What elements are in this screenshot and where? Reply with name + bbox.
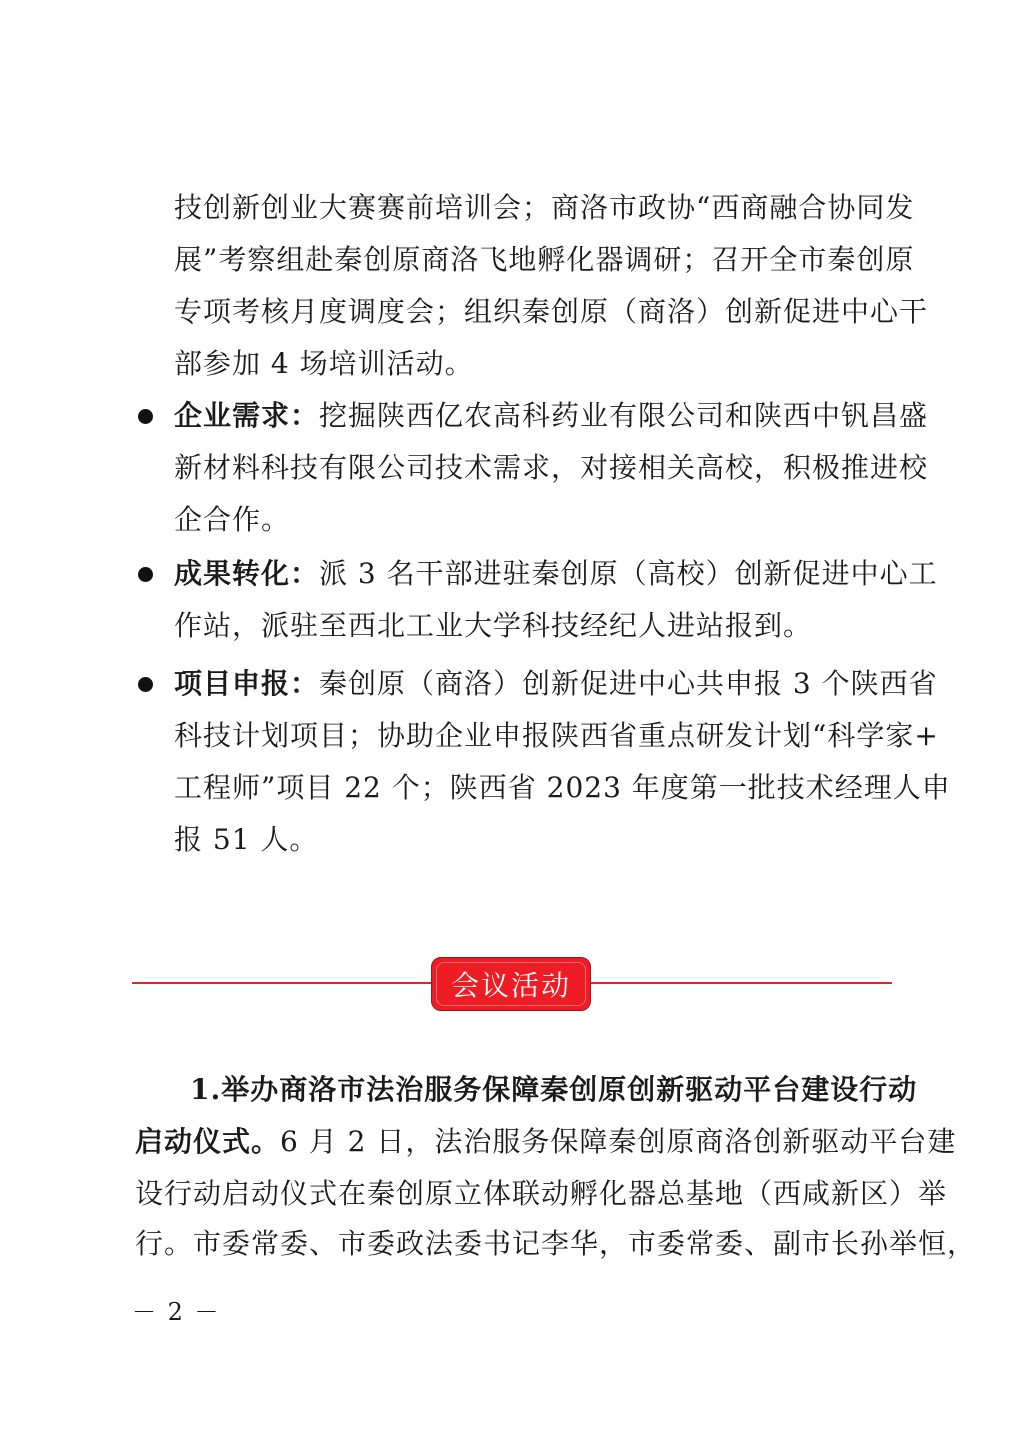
bullet-dot-icon	[138, 567, 153, 582]
bullet-item-first-line	[174, 396, 928, 436]
bullet-label: 项目申报：	[174, 667, 320, 700]
bullet-item-first-line	[174, 664, 938, 704]
bullet-dot-icon	[138, 677, 153, 692]
bullet-label: 成果转化：	[174, 557, 320, 590]
bullet-text: 秦创原（商洛）创新促进中心共申报 3 个陕西省	[319, 667, 938, 700]
paragraph-line: 技创新创业大赛赛前培训会；商洛市政协“西商融合协同发	[174, 191, 915, 224]
page-number: － 2 －	[132, 1298, 221, 1326]
paragraph-line: 部参加 4 场培训活动。	[174, 347, 474, 380]
bullet-text: 挖掘陕西亿农高科药业有限公司和陕西中钒昌盛	[319, 399, 929, 432]
article-line: 设行动启动仪式在秦创原立体联动孵化器总基地（西咸新区）举	[135, 1177, 948, 1210]
paragraph-line: 专项考核月度调度会；组织秦创原（商洛）创新促进中心干	[174, 295, 929, 328]
article-heading-end: 启动仪式。	[135, 1125, 281, 1158]
article-line	[135, 1122, 956, 1162]
paragraph-line: 展”考察组赴秦创原商洛飞地孵化器调研；召开全市秦创原	[174, 243, 915, 276]
bullet-item-first-line	[174, 554, 938, 594]
article-text: 6 月 2 日，法治服务保障秦创原商洛创新驱动平台建	[280, 1125, 957, 1158]
bullet-text: 派 3 名干部进驻秦创原（高校）创新促进中心工	[319, 557, 938, 590]
bullet-item-line: 报 51 人。	[174, 823, 319, 856]
bullet-item-line: 新材料科技有限公司技术需求，对接相关高校，积极推进校	[174, 451, 929, 484]
section-title: 会议活动	[436, 962, 586, 1006]
bullet-item-line: 科技计划项目；协助企业申报陕西省重点研发计划“科学家+	[174, 719, 939, 752]
section-divider-left	[132, 982, 432, 984]
bullet-item-line: 企合作。	[174, 503, 291, 536]
article-line: 行。市委常委、市委政法委书记李华，市委常委、副市长孙举恒，	[135, 1227, 977, 1260]
bullet-label: 企业需求：	[174, 399, 320, 432]
bullet-dot-icon	[138, 409, 153, 424]
section-divider-right	[591, 982, 892, 984]
article-heading: 1.举办商洛市法治服务保障秦创原创新驱动平台建设行动	[190, 1073, 918, 1106]
bullet-item-line: 作站，派驻至西北工业大学科技经纪人进站报到。	[174, 609, 813, 642]
section-title-badge	[431, 957, 591, 1011]
bullet-item-line: 工程师”项目 22 个；陕西省 2023 年度第一批技术经理人申	[174, 771, 951, 804]
